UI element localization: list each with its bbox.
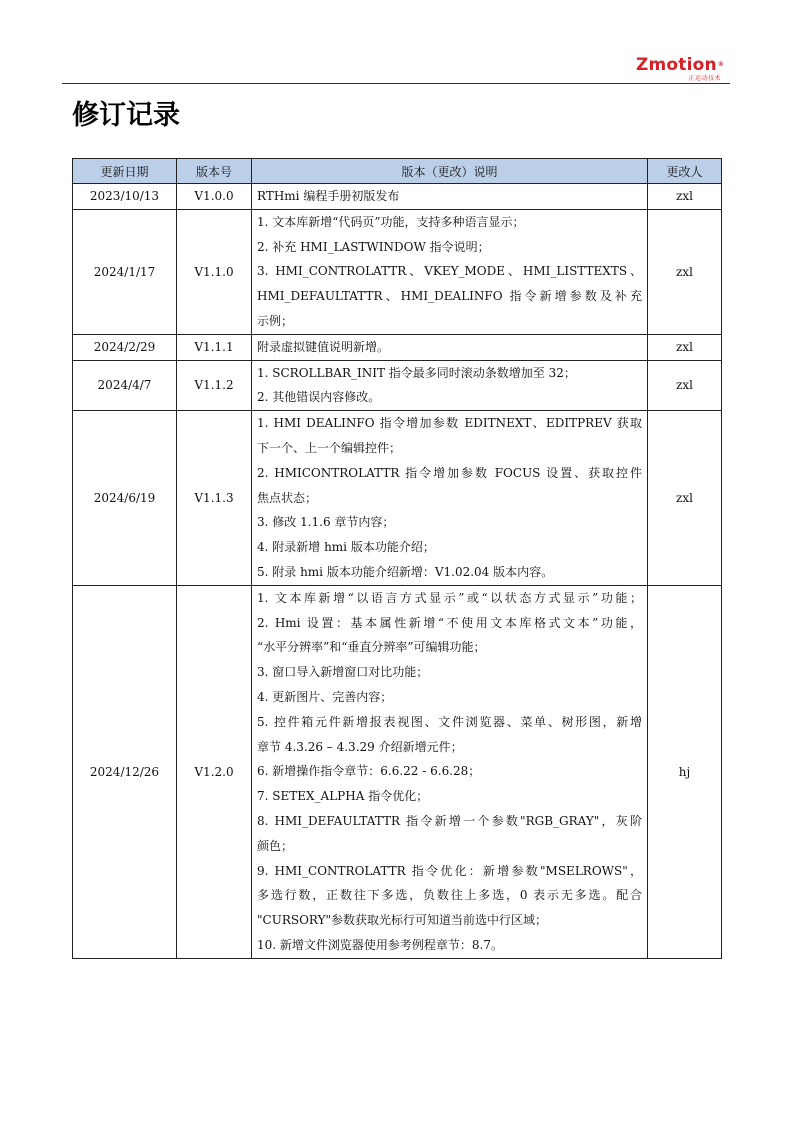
description-line: 9. HMI_CONTROLATTR 指令优化：新增参数"MSELROWS"， <box>257 863 642 878</box>
description-line: 焦点状态； <box>257 490 318 505</box>
description-line: 1. 文本库新增“代码页”功能，支持多种语言显示； <box>257 214 525 229</box>
date-cell: 2023/10/13 <box>73 184 177 210</box>
header-rule <box>62 83 730 84</box>
header-date: 更新日期 <box>73 159 177 184</box>
author-cell: zxl <box>648 411 722 586</box>
description-cell <box>252 184 648 210</box>
revision-table <box>72 158 722 959</box>
brand-logo-wordmark: Zmotion® <box>635 55 724 75</box>
table-row <box>73 585 722 958</box>
author-cell: zxl <box>648 209 722 334</box>
description-line: 3. 修改 1.1.6 章节内容； <box>257 515 395 530</box>
description-line: 1. 文本库新增“以语言方式显示”或“以状态方式显示”功能； <box>257 590 642 605</box>
description-line: 1. SCROLLBAR_INIT 指令最多同时滚动条数增加至 32； <box>257 365 576 380</box>
version-cell: V1.0.0 <box>177 184 252 210</box>
description-cell <box>252 360 648 411</box>
table-row <box>73 209 722 334</box>
brand-logo-tagline: 正运动技术 <box>688 75 721 82</box>
description-line: 示例； <box>257 313 294 328</box>
table-row <box>73 184 722 210</box>
description-line: “水平分辨率”和“垂直分辨率”可编辑功能； <box>257 640 486 655</box>
description-cell <box>252 334 648 360</box>
description-line: 2. 其他错误内容修改。 <box>257 390 381 405</box>
description-cell <box>252 411 648 586</box>
author-cell: hj <box>648 585 722 958</box>
date-cell: 2024/12/26 <box>73 585 177 958</box>
description-line: RTHmi 编程手册初版发布 <box>257 189 400 203</box>
table-row <box>73 360 722 411</box>
version-cell: V1.1.3 <box>177 411 252 586</box>
date-cell: 2024/4/7 <box>73 360 177 411</box>
description-line: 2. Hmi 设置：基本属性新增“不使用文本库格式文本”功能， <box>257 615 642 630</box>
header-author: 更改人 <box>648 159 722 184</box>
description-line: 4. 附录新增 hmi 版本功能介绍； <box>257 540 435 555</box>
version-cell: V1.1.1 <box>177 334 252 360</box>
description-line: 10. 新增文件浏览器使用参考例程章节：8.7。 <box>257 937 503 952</box>
version-cell: V1.1.0 <box>177 209 252 334</box>
header-version: 版本号 <box>177 159 252 184</box>
description-line: 1. HMI DEALINFO 指令增加参数 EDITNEXT、EDITPREV 获取 <box>257 416 642 431</box>
date-cell: 2024/6/19 <box>73 411 177 586</box>
description-cell <box>252 209 648 334</box>
brand-logo <box>632 56 724 84</box>
revision-table-header <box>73 159 722 184</box>
description-line: 6. 新增操作指令章节：6.6.22 - 6.6.28； <box>257 764 481 779</box>
description-line: 3. 窗口导入新增窗口对比功能； <box>257 665 429 680</box>
description-line: 5. 控件箱元件新增报表视图、文件浏览器、菜单、树形图，新增 <box>257 714 642 729</box>
date-cell: 2024/1/17 <box>73 209 177 334</box>
description-line: 5. 附录 hmi 版本功能介绍新增：V1.02.04 版本内容。 <box>257 564 554 579</box>
version-cell: V1.2.0 <box>177 585 252 958</box>
description-line: HMI_DEFAULTATTR、HMI_DEALINFO 指令新增参数及补充 <box>257 289 642 304</box>
description-line: 下一个、上一个编辑控件； <box>257 440 402 455</box>
table-row <box>73 411 722 586</box>
header-description: 版本（更改）说明 <box>252 159 648 184</box>
description-line: 4. 更新图片、完善内容； <box>257 689 393 704</box>
author-cell: zxl <box>648 334 722 360</box>
page-title: 修订记录 <box>72 100 180 131</box>
description-line: 章节 4.3.26 – 4.3.29 介绍新增元件； <box>257 739 463 754</box>
description-line: 多选行数，正数往下多选，负数往上多选，0 表示无多选。配合 <box>257 888 642 903</box>
description-line: 颜色； <box>257 838 294 853</box>
version-cell: V1.1.2 <box>177 360 252 411</box>
author-cell: zxl <box>648 184 722 210</box>
description-line: 7. SETEX_ALPHA 指令优化； <box>257 789 429 804</box>
description-line: "CURSORY"参数获取光标行可知道当前选中行区域； <box>257 913 548 928</box>
description-line: 8. HMI_DEFAULTATTR 指令新增一个参数"RGB_GRAY"，灰阶 <box>257 813 642 828</box>
description-line: 2. HMICONTROLATTR 指令增加参数 FOCUS 设置、获取控件 <box>257 465 642 480</box>
description-line: 附录虚拟键值说明新增。 <box>257 339 390 354</box>
author-cell: zxl <box>648 360 722 411</box>
description-line: 3. HMI_CONTROLATTR、VKEY_MODE、HMI_LISTTEXTS、 <box>257 264 642 279</box>
description-cell <box>252 585 648 958</box>
description-line: 2. 补充 HMI_LASTWINDOW 指令说明； <box>257 239 490 254</box>
date-cell: 2024/2/29 <box>73 334 177 360</box>
table-row <box>73 334 722 360</box>
